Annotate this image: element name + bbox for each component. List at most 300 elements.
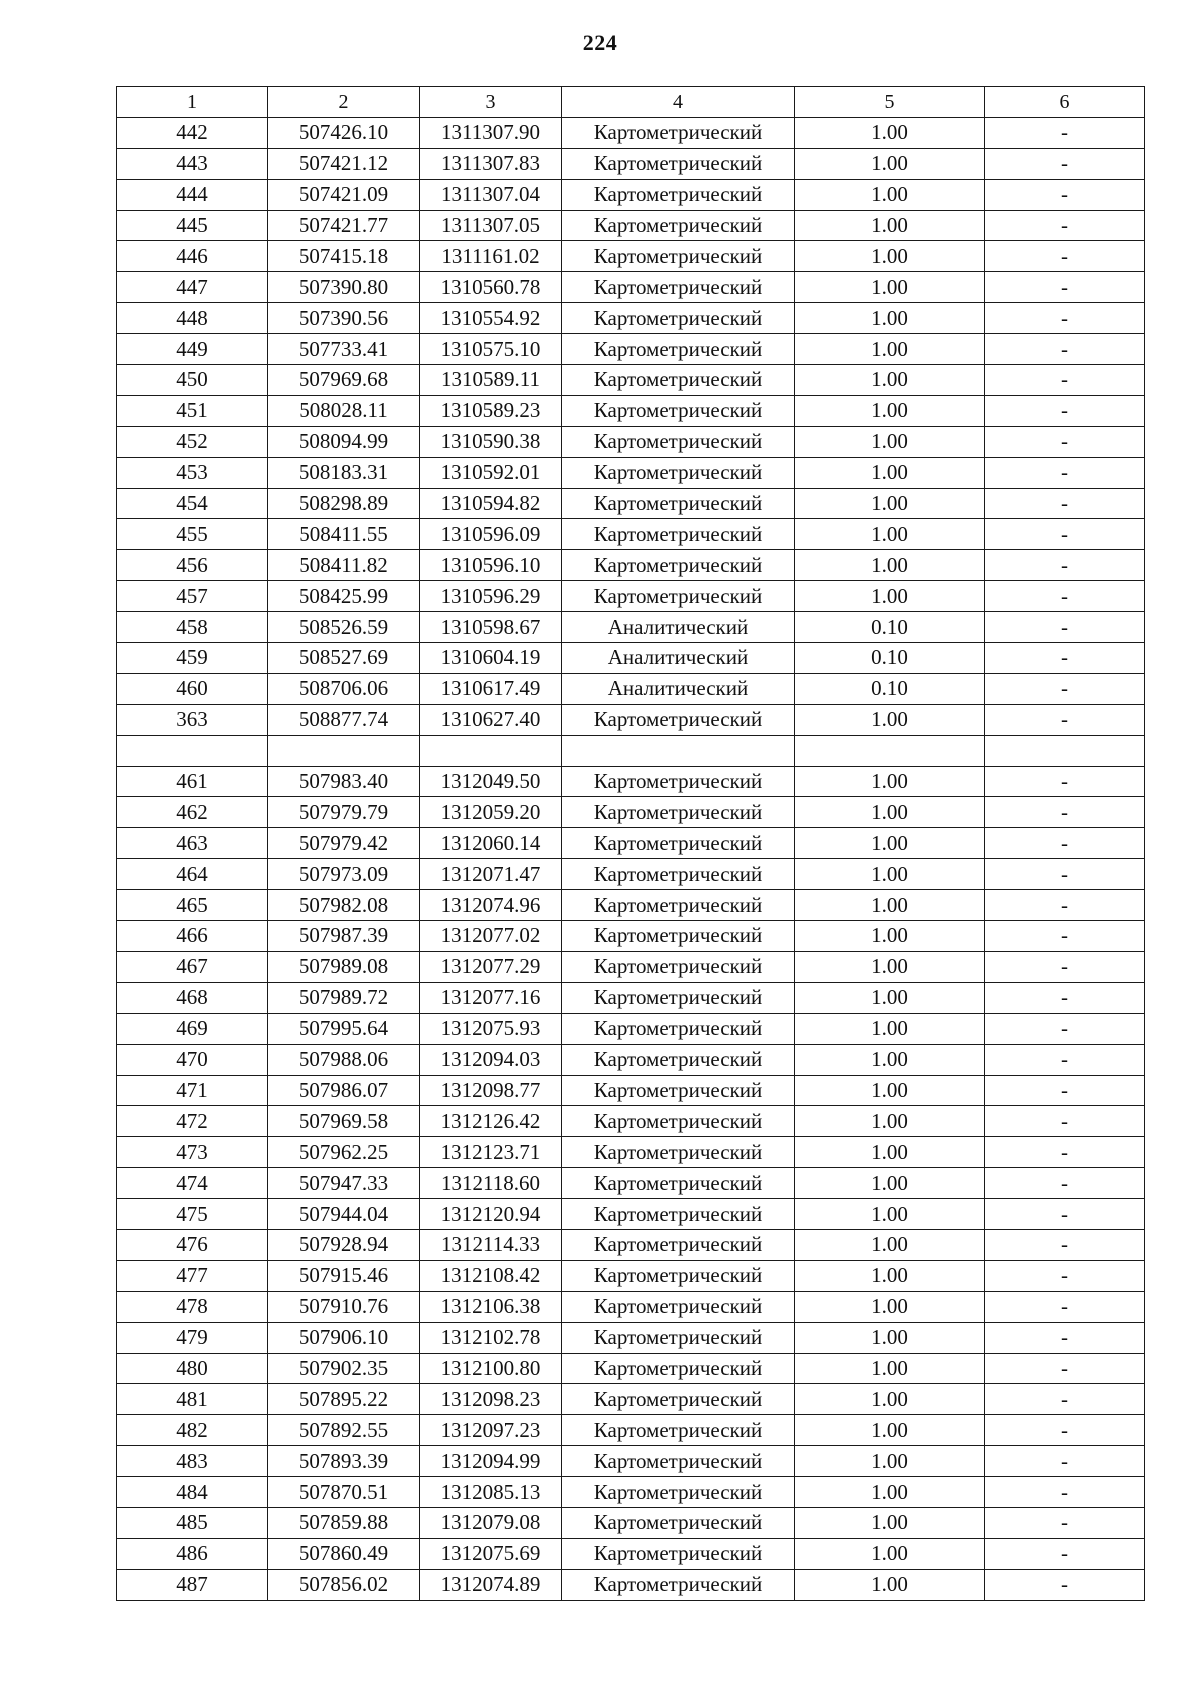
note-cell xyxy=(985,735,1145,766)
method-cell: Картометрический xyxy=(562,117,795,148)
accuracy-cell: 1.00 xyxy=(795,1538,985,1569)
note-cell: - xyxy=(985,673,1145,704)
table-row xyxy=(117,1075,1145,1106)
method-cell: Картометрический xyxy=(562,1446,795,1477)
table-row xyxy=(117,395,1145,426)
table-row xyxy=(117,1477,1145,1508)
x-coordinate-cell: 507892.55 xyxy=(268,1415,420,1446)
point-number-cell: 484 xyxy=(117,1477,268,1508)
note-cell: - xyxy=(985,1013,1145,1044)
table-row xyxy=(117,766,1145,797)
method-cell: Аналитический xyxy=(562,643,795,674)
accuracy-cell: 0.10 xyxy=(795,612,985,643)
accuracy-cell: 1.00 xyxy=(795,1569,985,1600)
table-row xyxy=(117,148,1145,179)
table-row xyxy=(117,334,1145,365)
table-row xyxy=(117,1106,1145,1137)
method-cell: Картометрический xyxy=(562,1291,795,1322)
point-number-cell: 479 xyxy=(117,1322,268,1353)
table-row xyxy=(117,210,1145,241)
note-cell: - xyxy=(985,1384,1145,1415)
accuracy-cell: 1.00 xyxy=(795,828,985,859)
table-row xyxy=(117,426,1145,457)
x-coordinate-cell: 507390.80 xyxy=(268,272,420,303)
accuracy-cell: 1.00 xyxy=(795,148,985,179)
accuracy-cell: 1.00 xyxy=(795,1507,985,1538)
x-coordinate-cell: 507962.25 xyxy=(268,1137,420,1168)
table-row xyxy=(117,1199,1145,1230)
y-coordinate-cell: 1310627.40 xyxy=(420,704,562,735)
note-cell: - xyxy=(985,951,1145,982)
note-cell: - xyxy=(985,1415,1145,1446)
note-cell: - xyxy=(985,1106,1145,1137)
note-cell: - xyxy=(985,334,1145,365)
x-coordinate-cell: 507859.88 xyxy=(268,1507,420,1538)
note-cell: - xyxy=(985,488,1145,519)
y-coordinate-cell: 1311307.05 xyxy=(420,210,562,241)
point-number-cell: 445 xyxy=(117,210,268,241)
note-cell: - xyxy=(985,457,1145,488)
y-coordinate-cell: 1310596.09 xyxy=(420,519,562,550)
point-number-cell: 448 xyxy=(117,303,268,334)
note-cell: - xyxy=(985,859,1145,890)
table-row xyxy=(117,1446,1145,1477)
x-coordinate-cell: 507733.41 xyxy=(268,334,420,365)
note-cell: - xyxy=(985,704,1145,735)
note-cell: - xyxy=(985,148,1145,179)
y-coordinate-cell: 1310592.01 xyxy=(420,457,562,488)
table-row xyxy=(117,890,1145,921)
header-cell-6: 6 xyxy=(985,87,1145,118)
point-number-cell: 461 xyxy=(117,766,268,797)
accuracy-cell: 1.00 xyxy=(795,550,985,581)
accuracy-cell: 1.00 xyxy=(795,519,985,550)
accuracy-cell: 1.00 xyxy=(795,797,985,828)
y-coordinate-cell: 1311307.83 xyxy=(420,148,562,179)
x-coordinate-cell: 507944.04 xyxy=(268,1199,420,1230)
point-number-cell: 466 xyxy=(117,921,268,952)
point-number-cell: 450 xyxy=(117,365,268,396)
method-cell: Картометрический xyxy=(562,519,795,550)
accuracy-cell xyxy=(795,735,985,766)
table-row xyxy=(117,1291,1145,1322)
accuracy-cell: 1.00 xyxy=(795,1291,985,1322)
accuracy-cell: 0.10 xyxy=(795,673,985,704)
accuracy-cell: 1.00 xyxy=(795,982,985,1013)
note-cell: - xyxy=(985,766,1145,797)
y-coordinate-cell: 1312097.23 xyxy=(420,1415,562,1446)
point-number-cell: 443 xyxy=(117,148,268,179)
y-coordinate-cell: 1312079.08 xyxy=(420,1507,562,1538)
point-number-cell: 456 xyxy=(117,550,268,581)
note-cell: - xyxy=(985,519,1145,550)
accuracy-cell: 1.00 xyxy=(795,395,985,426)
y-coordinate-cell: 1312049.50 xyxy=(420,766,562,797)
method-cell: Картометрический xyxy=(562,797,795,828)
accuracy-cell: 1.00 xyxy=(795,1415,985,1446)
table-row xyxy=(117,673,1145,704)
method-cell: Картометрический xyxy=(562,766,795,797)
method-cell: Картометрический xyxy=(562,148,795,179)
note-cell: - xyxy=(985,581,1145,612)
accuracy-cell: 1.00 xyxy=(795,1384,985,1415)
method-cell: Картометрический xyxy=(562,1569,795,1600)
table-row xyxy=(117,1538,1145,1569)
point-number-cell: 482 xyxy=(117,1415,268,1446)
y-coordinate-cell: 1310596.10 xyxy=(420,550,562,581)
header-cell-5: 5 xyxy=(795,87,985,118)
accuracy-cell: 1.00 xyxy=(795,334,985,365)
x-coordinate-cell: 508183.31 xyxy=(268,457,420,488)
x-coordinate-cell: 507895.22 xyxy=(268,1384,420,1415)
x-coordinate-cell: 507988.06 xyxy=(268,1044,420,1075)
note-cell: - xyxy=(985,179,1145,210)
point-number-cell: 442 xyxy=(117,117,268,148)
y-coordinate-cell: 1310596.29 xyxy=(420,581,562,612)
y-coordinate-cell: 1312114.33 xyxy=(420,1229,562,1260)
point-number-cell: 468 xyxy=(117,982,268,1013)
note-cell: - xyxy=(985,1446,1145,1477)
point-number-cell: 477 xyxy=(117,1260,268,1291)
x-coordinate-cell: 507910.76 xyxy=(268,1291,420,1322)
x-coordinate-cell: 507982.08 xyxy=(268,890,420,921)
note-cell: - xyxy=(985,550,1145,581)
y-coordinate-cell: 1312094.03 xyxy=(420,1044,562,1075)
x-coordinate-cell: 507415.18 xyxy=(268,241,420,272)
method-cell: Картометрический xyxy=(562,303,795,334)
header-cell-3: 3 xyxy=(420,87,562,118)
y-coordinate-cell: 1312100.80 xyxy=(420,1353,562,1384)
method-cell: Картометрический xyxy=(562,1353,795,1384)
note-cell: - xyxy=(985,241,1145,272)
note-cell: - xyxy=(985,828,1145,859)
y-coordinate-cell: 1310560.78 xyxy=(420,272,562,303)
method-cell: Картометрический xyxy=(562,1415,795,1446)
point-number-cell: 480 xyxy=(117,1353,268,1384)
note-cell: - xyxy=(985,1353,1145,1384)
y-coordinate-cell: 1312108.42 xyxy=(420,1260,562,1291)
header-cell-2: 2 xyxy=(268,87,420,118)
method-cell xyxy=(562,735,795,766)
table-row xyxy=(117,704,1145,735)
table-row xyxy=(117,241,1145,272)
accuracy-cell: 1.00 xyxy=(795,1322,985,1353)
coordinates-table xyxy=(116,86,1145,1601)
method-cell: Картометрический xyxy=(562,921,795,952)
note-cell: - xyxy=(985,1168,1145,1199)
point-number-cell: 463 xyxy=(117,828,268,859)
header-row xyxy=(117,87,1145,118)
x-coordinate-cell: 508298.89 xyxy=(268,488,420,519)
y-coordinate-cell: 1312060.14 xyxy=(420,828,562,859)
method-cell: Картометрический xyxy=(562,334,795,365)
y-coordinate-cell: 1312059.20 xyxy=(420,797,562,828)
table-row xyxy=(117,859,1145,890)
note-cell: - xyxy=(985,395,1145,426)
x-coordinate-cell: 507906.10 xyxy=(268,1322,420,1353)
method-cell: Картометрический xyxy=(562,982,795,1013)
method-cell: Картометрический xyxy=(562,828,795,859)
method-cell: Картометрический xyxy=(562,426,795,457)
method-cell: Аналитический xyxy=(562,673,795,704)
point-number-cell: 469 xyxy=(117,1013,268,1044)
accuracy-cell: 1.00 xyxy=(795,1075,985,1106)
y-coordinate-cell: 1310617.49 xyxy=(420,673,562,704)
y-coordinate-cell: 1311307.90 xyxy=(420,117,562,148)
table-row xyxy=(117,1569,1145,1600)
accuracy-cell: 1.00 xyxy=(795,890,985,921)
table-row xyxy=(117,1415,1145,1446)
method-cell: Картометрический xyxy=(562,1260,795,1291)
accuracy-cell: 1.00 xyxy=(795,921,985,952)
table-row xyxy=(117,797,1145,828)
table-header xyxy=(117,87,1145,118)
note-cell: - xyxy=(985,612,1145,643)
accuracy-cell: 1.00 xyxy=(795,426,985,457)
note-cell: - xyxy=(985,272,1145,303)
x-coordinate-cell: 508706.06 xyxy=(268,673,420,704)
accuracy-cell: 1.00 xyxy=(795,1168,985,1199)
method-cell: Картометрический xyxy=(562,704,795,735)
x-coordinate-cell: 508425.99 xyxy=(268,581,420,612)
y-coordinate-cell: 1312094.99 xyxy=(420,1446,562,1477)
page-number: 224 xyxy=(582,30,618,55)
note-cell: - xyxy=(985,1137,1145,1168)
accuracy-cell: 1.00 xyxy=(795,488,985,519)
x-coordinate-cell: 507893.39 xyxy=(268,1446,420,1477)
method-cell: Картометрический xyxy=(562,1322,795,1353)
method-cell: Картометрический xyxy=(562,1106,795,1137)
accuracy-cell: 1.00 xyxy=(795,1446,985,1477)
point-number-cell: 447 xyxy=(117,272,268,303)
point-number-cell: 475 xyxy=(117,1199,268,1230)
x-coordinate-cell: 507983.40 xyxy=(268,766,420,797)
y-coordinate-cell: 1310589.11 xyxy=(420,365,562,396)
y-coordinate-cell: 1312085.13 xyxy=(420,1477,562,1508)
x-coordinate-cell: 508411.55 xyxy=(268,519,420,550)
note-cell: - xyxy=(985,1477,1145,1508)
x-coordinate-cell: 508028.11 xyxy=(268,395,420,426)
method-cell: Картометрический xyxy=(562,951,795,982)
table-row xyxy=(117,921,1145,952)
table-row xyxy=(117,488,1145,519)
point-number-cell: 444 xyxy=(117,179,268,210)
method-cell: Картометрический xyxy=(562,395,795,426)
y-coordinate-cell: 1312071.47 xyxy=(420,859,562,890)
note-cell: - xyxy=(985,1538,1145,1569)
y-coordinate-cell: 1311161.02 xyxy=(420,241,562,272)
method-cell: Картометрический xyxy=(562,890,795,921)
method-cell: Картометрический xyxy=(562,1168,795,1199)
method-cell: Аналитический xyxy=(562,612,795,643)
point-number-cell: 473 xyxy=(117,1137,268,1168)
y-coordinate-cell: 1312098.77 xyxy=(420,1075,562,1106)
x-coordinate-cell: 507979.42 xyxy=(268,828,420,859)
table-row xyxy=(117,1137,1145,1168)
x-coordinate-cell: 507989.72 xyxy=(268,982,420,1013)
note-cell: - xyxy=(985,797,1145,828)
x-coordinate-cell: 507421.77 xyxy=(268,210,420,241)
table-row xyxy=(117,982,1145,1013)
x-coordinate-cell: 507995.64 xyxy=(268,1013,420,1044)
accuracy-cell: 1.00 xyxy=(795,1106,985,1137)
method-cell: Картометрический xyxy=(562,1229,795,1260)
x-coordinate-cell: 507989.08 xyxy=(268,951,420,982)
point-number-cell: 462 xyxy=(117,797,268,828)
method-cell: Картометрический xyxy=(562,1013,795,1044)
accuracy-cell: 1.00 xyxy=(795,365,985,396)
y-coordinate-cell: 1312075.69 xyxy=(420,1538,562,1569)
note-cell: - xyxy=(985,921,1145,952)
accuracy-cell: 1.00 xyxy=(795,117,985,148)
y-coordinate-cell: 1312077.16 xyxy=(420,982,562,1013)
x-coordinate-cell: 508527.69 xyxy=(268,643,420,674)
method-cell: Картометрический xyxy=(562,210,795,241)
note-cell: - xyxy=(985,303,1145,334)
y-coordinate-cell: 1310594.82 xyxy=(420,488,562,519)
y-coordinate-cell: 1312102.78 xyxy=(420,1322,562,1353)
method-cell: Картометрический xyxy=(562,1137,795,1168)
table-row xyxy=(117,1260,1145,1291)
table-row xyxy=(117,519,1145,550)
accuracy-cell: 1.00 xyxy=(795,179,985,210)
x-coordinate-cell: 507986.07 xyxy=(268,1075,420,1106)
method-cell: Картометрический xyxy=(562,859,795,890)
point-number-cell: 452 xyxy=(117,426,268,457)
point-number-cell: 465 xyxy=(117,890,268,921)
point-number-cell: 363 xyxy=(117,704,268,735)
accuracy-cell: 1.00 xyxy=(795,1137,985,1168)
method-cell: Картометрический xyxy=(562,1538,795,1569)
accuracy-cell: 1.00 xyxy=(795,859,985,890)
y-coordinate-cell xyxy=(420,735,562,766)
x-coordinate-cell: 507390.56 xyxy=(268,303,420,334)
y-coordinate-cell: 1312074.96 xyxy=(420,890,562,921)
point-number-cell: 453 xyxy=(117,457,268,488)
y-coordinate-cell: 1312077.29 xyxy=(420,951,562,982)
point-number-cell: 478 xyxy=(117,1291,268,1322)
note-cell: - xyxy=(985,210,1145,241)
table-row xyxy=(117,828,1145,859)
method-cell: Картометрический xyxy=(562,272,795,303)
y-coordinate-cell: 1310554.92 xyxy=(420,303,562,334)
table-row xyxy=(117,1384,1145,1415)
point-number-cell: 476 xyxy=(117,1229,268,1260)
point-number-cell: 485 xyxy=(117,1507,268,1538)
point-number-cell: 460 xyxy=(117,673,268,704)
x-coordinate-cell: 507870.51 xyxy=(268,1477,420,1508)
point-number-cell: 474 xyxy=(117,1168,268,1199)
y-coordinate-cell: 1310598.67 xyxy=(420,612,562,643)
x-coordinate-cell: 507421.12 xyxy=(268,148,420,179)
y-coordinate-cell: 1312120.94 xyxy=(420,1199,562,1230)
method-cell: Картометрический xyxy=(562,1044,795,1075)
note-cell: - xyxy=(985,1260,1145,1291)
y-coordinate-cell: 1312126.42 xyxy=(420,1106,562,1137)
point-number-cell: 470 xyxy=(117,1044,268,1075)
y-coordinate-cell: 1312098.23 xyxy=(420,1384,562,1415)
accuracy-cell: 1.00 xyxy=(795,704,985,735)
table-row xyxy=(117,643,1145,674)
point-number-cell: 487 xyxy=(117,1569,268,1600)
method-cell: Картометрический xyxy=(562,550,795,581)
method-cell: Картометрический xyxy=(562,179,795,210)
note-cell: - xyxy=(985,1199,1145,1230)
x-coordinate-cell: 508094.99 xyxy=(268,426,420,457)
accuracy-cell: 1.00 xyxy=(795,766,985,797)
x-coordinate-cell: 507969.58 xyxy=(268,1106,420,1137)
header-cell-4: 4 xyxy=(562,87,795,118)
note-cell: - xyxy=(985,1507,1145,1538)
method-cell: Картометрический xyxy=(562,241,795,272)
note-cell: - xyxy=(985,1229,1145,1260)
y-coordinate-cell: 1312077.02 xyxy=(420,921,562,952)
x-coordinate-cell: 507973.09 xyxy=(268,859,420,890)
table-row xyxy=(117,457,1145,488)
accuracy-cell: 1.00 xyxy=(795,210,985,241)
accuracy-cell: 1.00 xyxy=(795,1260,985,1291)
method-cell: Картометрический xyxy=(562,365,795,396)
method-cell: Картометрический xyxy=(562,1199,795,1230)
y-coordinate-cell: 1311307.04 xyxy=(420,179,562,210)
note-cell: - xyxy=(985,1322,1145,1353)
method-cell: Картометрический xyxy=(562,1477,795,1508)
y-coordinate-cell: 1312123.71 xyxy=(420,1137,562,1168)
point-number-cell: 467 xyxy=(117,951,268,982)
point-number-cell: 481 xyxy=(117,1384,268,1415)
table-row xyxy=(117,1168,1145,1199)
method-cell: Картометрический xyxy=(562,1507,795,1538)
note-cell: - xyxy=(985,982,1145,1013)
accuracy-cell: 1.00 xyxy=(795,1044,985,1075)
table-row xyxy=(117,1013,1145,1044)
table-row xyxy=(117,365,1145,396)
point-number-cell: 472 xyxy=(117,1106,268,1137)
point-number-cell: 471 xyxy=(117,1075,268,1106)
method-cell: Картометрический xyxy=(562,1384,795,1415)
point-number-cell: 449 xyxy=(117,334,268,365)
table-row xyxy=(117,1507,1145,1538)
method-cell: Картометрический xyxy=(562,457,795,488)
note-cell: - xyxy=(985,890,1145,921)
accuracy-cell: 1.00 xyxy=(795,1229,985,1260)
x-coordinate-cell: 507856.02 xyxy=(268,1569,420,1600)
y-coordinate-cell: 1312118.60 xyxy=(420,1168,562,1199)
point-number-cell: 458 xyxy=(117,612,268,643)
method-cell: Картометрический xyxy=(562,581,795,612)
accuracy-cell: 1.00 xyxy=(795,1477,985,1508)
x-coordinate-cell: 507426.10 xyxy=(268,117,420,148)
point-number-cell: 486 xyxy=(117,1538,268,1569)
point-number-cell: 464 xyxy=(117,859,268,890)
point-number-cell: 446 xyxy=(117,241,268,272)
table-body xyxy=(117,117,1145,1600)
accuracy-cell: 0.10 xyxy=(795,643,985,674)
method-cell: Картометрический xyxy=(562,1075,795,1106)
x-coordinate-cell: 507902.35 xyxy=(268,1353,420,1384)
table-row xyxy=(117,735,1145,766)
y-coordinate-cell: 1310575.10 xyxy=(420,334,562,365)
table-row xyxy=(117,550,1145,581)
note-cell: - xyxy=(985,643,1145,674)
table-row xyxy=(117,1322,1145,1353)
point-number-cell xyxy=(117,735,268,766)
point-number-cell: 454 xyxy=(117,488,268,519)
accuracy-cell: 1.00 xyxy=(795,1353,985,1384)
table-row xyxy=(117,951,1145,982)
accuracy-cell: 1.00 xyxy=(795,1013,985,1044)
x-coordinate-cell: 508877.74 xyxy=(268,704,420,735)
